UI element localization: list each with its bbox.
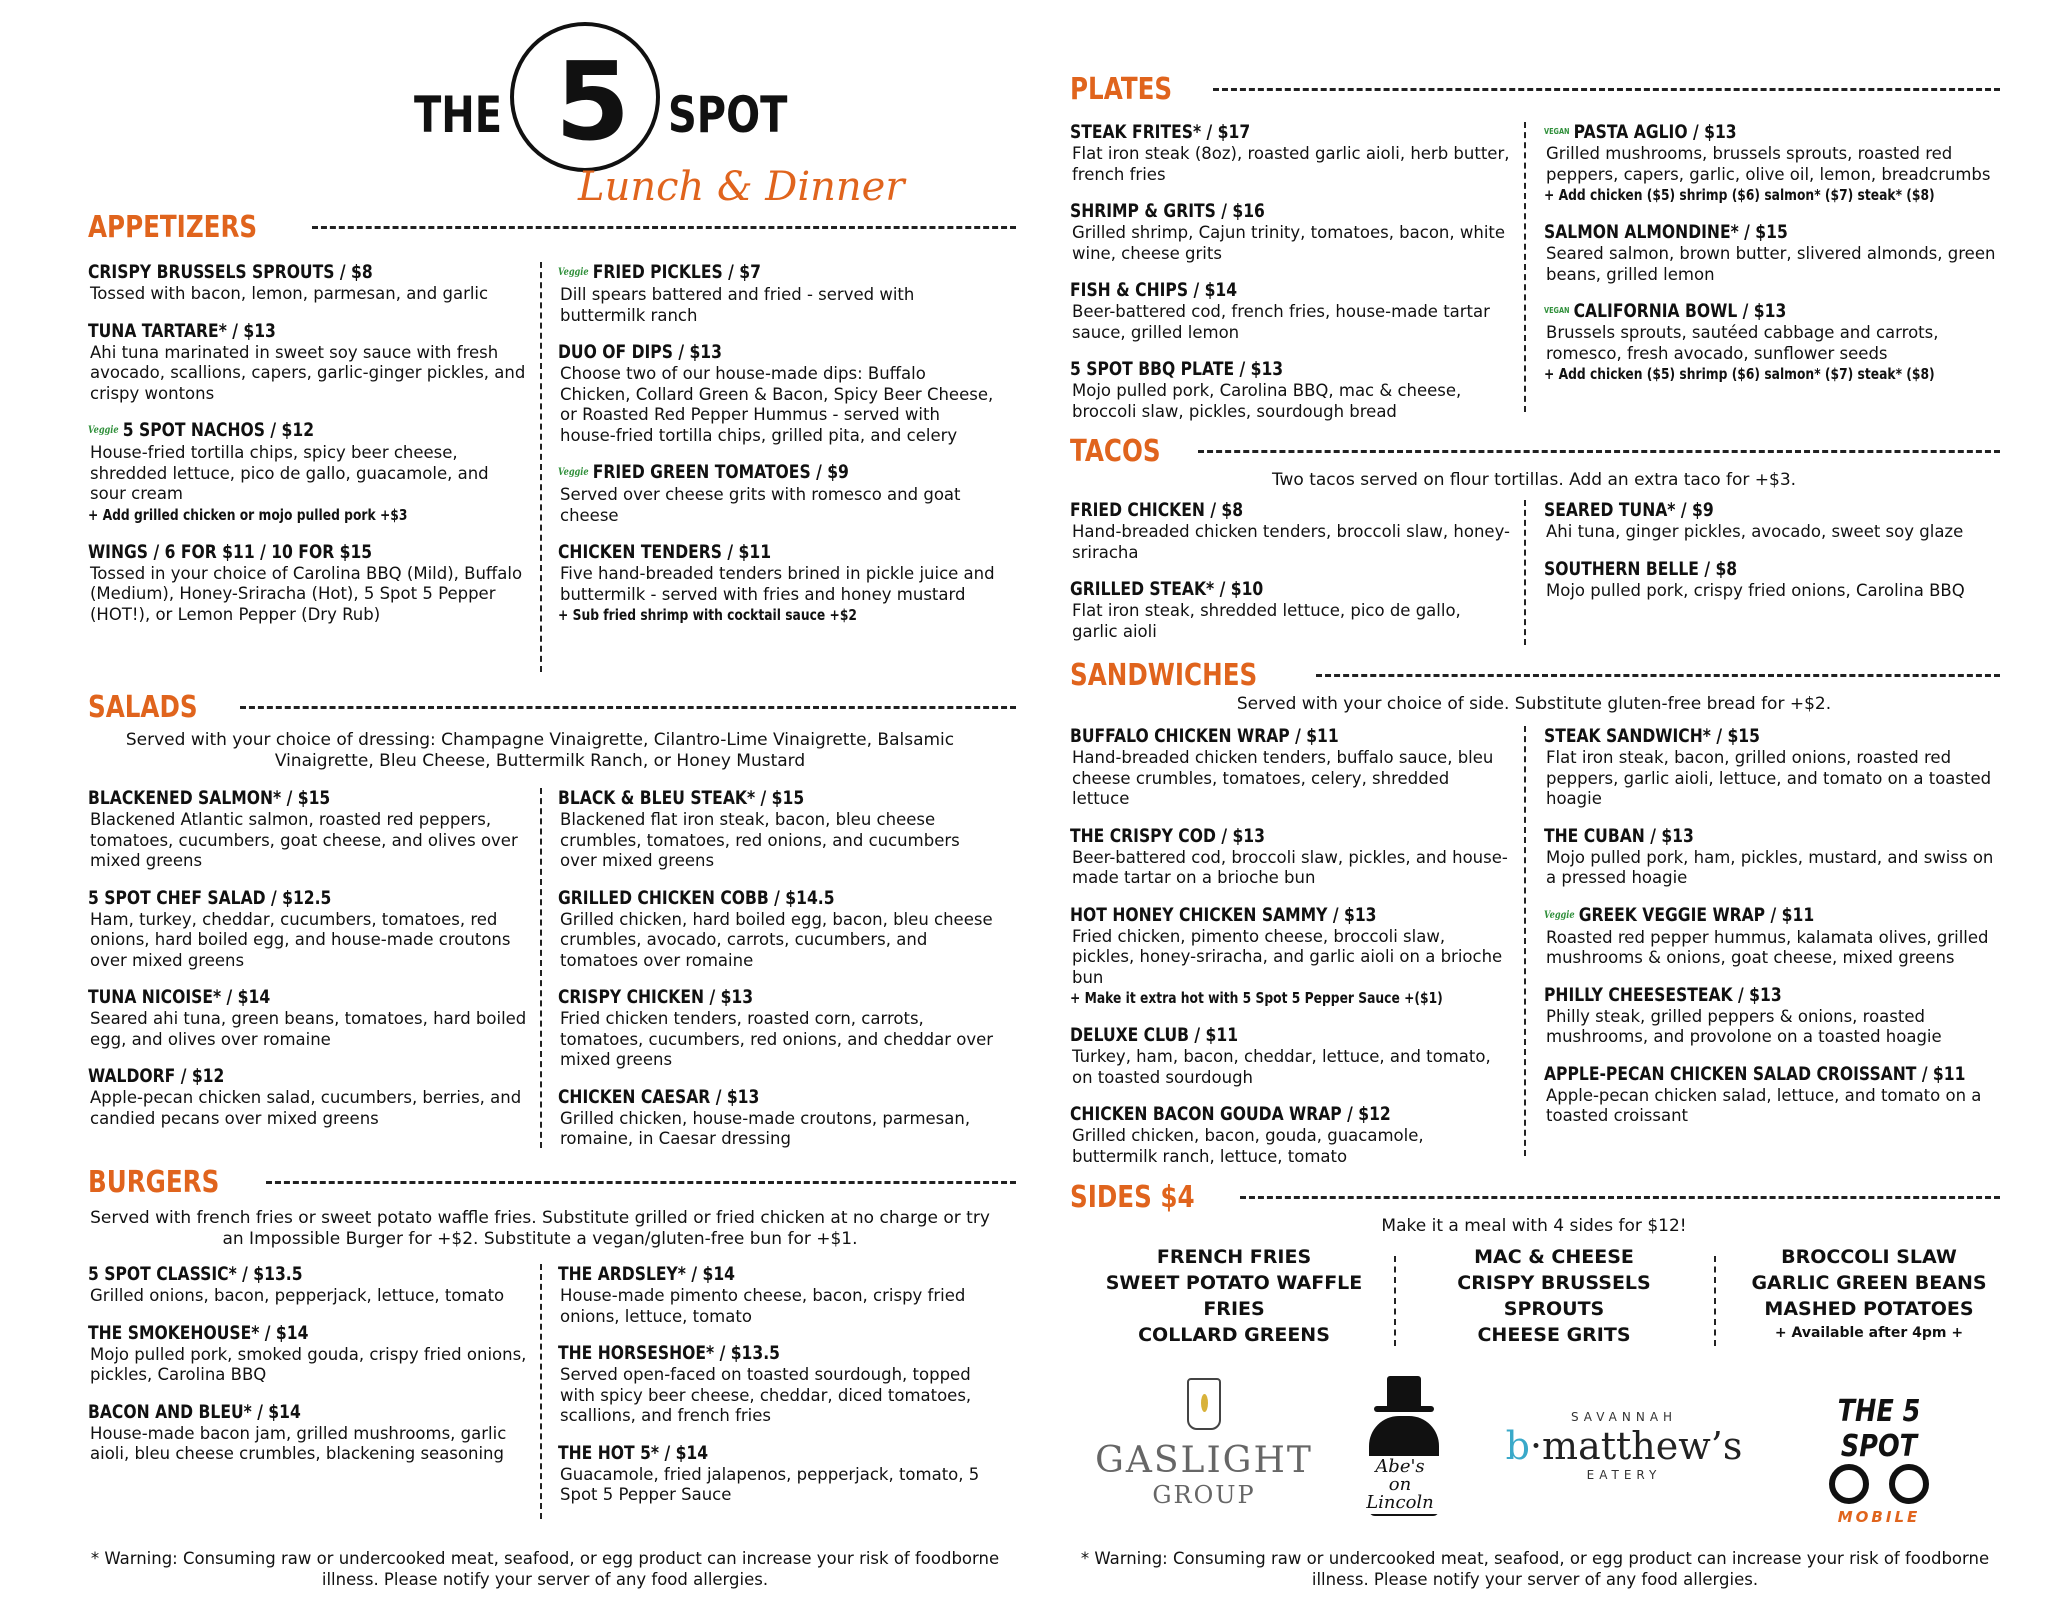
- column-divider: [540, 788, 542, 1148]
- item-addon: + Sub fried shrimp with cocktail sauce +$2: [558, 606, 857, 624]
- item-description: Flat iron steak, bacon, grilled onions, roasted red peppers, garlic aioli, lettuce, and tomato on a toasted hoagie: [1546, 748, 1992, 808]
- divider: [1198, 450, 2000, 453]
- item-description: Fried chicken, pimento cheese, broccoli slaw, pickles, honey-sriracha, and garlic aioli on a brioche bun: [1072, 926, 1503, 987]
- item-addon: + Add chicken ($5) shrimp ($6) salmon* ($7) steak* ($8): [1544, 365, 1935, 383]
- plates-right: [1544, 120, 2004, 399]
- item-name: WALDORF / $12: [88, 1065, 225, 1087]
- tacos-right: [1544, 498, 2004, 615]
- column-divider: [1524, 726, 1526, 1156]
- item-name: STEAK SANDWICH* / $15: [1544, 725, 1760, 747]
- menu-item: [1544, 299, 2004, 385]
- item-name: CHICKEN TENDERS / $11: [558, 541, 772, 563]
- item-name: THE HOT 5* / $14: [558, 1441, 709, 1464]
- item-name: THE SMOKEHOUSE* / $14: [88, 1321, 309, 1344]
- item-description: Grilled shrimp, Cajun trinity, tomatoes, bacon, white wine, cheese grits: [1072, 223, 1506, 263]
- wheel-icon: [1829, 1464, 1869, 1504]
- item-name: SHRIMP & GRITS / $16: [1070, 200, 1265, 222]
- bm-matthews-text: ·matthew’s: [1529, 1424, 1743, 1468]
- salads-note: Served with your choice of dressing: Champagne Vinaigrette, Cilantro-Lime Vinaigrette, Balsamic Vinaigrette, Bleu Cheese, Buttermilk Ranch, or Honey Mustard: [125, 730, 955, 771]
- right-page: [1024, 0, 2048, 1609]
- side-item: MAC & CHEESE: [1474, 1246, 1634, 1268]
- item-description: Ahi tuna, ginger pickles, avocado, sweet soy glaze: [1546, 522, 1964, 541]
- vegan-tag-icon: VEGAN: [1544, 306, 1570, 315]
- burgers-note: Served with french fries or sweet potato waffle fries. Substitute grilled or fried chicken at no charge or try an Impossible Burger for +$2. Substitute a vegan/gluten-free bun for +$1.: [90, 1208, 990, 1249]
- item-name: FISH & CHIPS / $14: [1070, 279, 1238, 301]
- menu-item: [1544, 498, 2004, 543]
- item-name: THE CUBAN / $13: [1544, 824, 1694, 847]
- item-name: PHILLY CHEESESTEAK / $13: [1544, 983, 1782, 1006]
- appetizers-header: [88, 210, 1016, 245]
- menu-item: [1070, 498, 1510, 563]
- veggie-tag-icon: Veggie: [1544, 909, 1575, 921]
- menu-item: [88, 418, 528, 526]
- section-title: APPETIZERS: [88, 210, 258, 245]
- menu-item: [1070, 724, 1510, 810]
- menu-item: [558, 985, 998, 1071]
- side-item: MASHED POTATOES: [1764, 1298, 1974, 1320]
- item-name: STEAK FRITES* / $17: [1070, 121, 1251, 143]
- side-item: COLLARD GREENS: [1138, 1324, 1330, 1346]
- section-title: SALADS: [88, 690, 198, 725]
- item-addon: + Add chicken ($5) shrimp ($6) salmon* ($7) steak* ($8): [1544, 186, 1935, 204]
- item-name: BLACKENED SALMON* / $15: [88, 787, 331, 809]
- divider: [1316, 674, 2000, 677]
- item-description: House-made bacon jam, grilled mushrooms, garlic aioli, bleu cheese crumbles, blackening seasoning: [90, 1423, 507, 1463]
- abes-text: Abe's on Lincoln: [1361, 1456, 1439, 1514]
- item-name: CHICKEN CAESAR / $13: [558, 1085, 760, 1108]
- wheel-icon: [1889, 1464, 1929, 1504]
- appetizers-left: [88, 260, 528, 639]
- menu-item: [88, 260, 528, 305]
- side-item: CRISPY BRUSSELS SPROUTS: [1457, 1272, 1651, 1320]
- sides-col-1: [1084, 1244, 1384, 1348]
- burgers-left: [88, 1262, 528, 1479]
- item-description: Tossed in your choice of Carolina BBQ (Mild), Buffalo (Medium), Honey-Sriracha (Hot), 5 Spot 5 Pepper (HOT!), or Lemon Pepper (Dry Rub): [90, 563, 523, 624]
- item-name: CRISPY BRUSSELS SPROUTS / $8: [88, 261, 373, 283]
- item-name: GRILLED STEAK* / $10: [1070, 578, 1264, 600]
- item-name: TUNA TARTARE* / $13: [88, 319, 276, 342]
- item-name: THE ARDSLEY* / $14: [558, 1263, 736, 1285]
- tacos-note: Two tacos served on flour tortillas. Add an extra taco for +$3.: [1271, 470, 1797, 490]
- item-name: 5 SPOT CHEF SALAD / $12.5: [88, 886, 332, 909]
- item-description: Flat iron steak (8oz), roasted garlic aioli, herb butter, french fries: [1072, 144, 1510, 184]
- logo-five: 5: [555, 40, 631, 165]
- item-description: Mojo pulled pork, crispy fried onions, Carolina BBQ: [1546, 580, 1965, 600]
- sides-col-2: [1404, 1244, 1704, 1348]
- abe-figure-icon: [1366, 1416, 1439, 1516]
- item-description: Grilled onions, bacon, pepperjack, lettuce, tomato: [90, 1286, 505, 1305]
- menu-item: [88, 540, 528, 626]
- menu-item: [1544, 824, 2004, 889]
- menu-item: [88, 886, 528, 972]
- gaslight-text: GASLIGHT: [1095, 1440, 1313, 1481]
- menu-item: [558, 886, 998, 972]
- item-name: Veggie GREEK VEGGIE WRAP / $11: [1544, 903, 1815, 926]
- column-divider: [1524, 122, 1526, 412]
- tacos-header: [1070, 434, 2000, 469]
- menu-item: [1070, 1102, 1510, 1167]
- side-item: BROCCOLI SLAW: [1781, 1246, 1957, 1268]
- salads-right: [558, 786, 998, 1164]
- item-description: Seared salmon, brown butter, slivered almonds, green beans, grilled lemon: [1546, 244, 1996, 284]
- side-item: SWEET POTATO WAFFLE FRIES: [1105, 1272, 1363, 1320]
- item-description: Flat iron steak, shredded lettuce, pico de gallo, garlic aioli: [1072, 601, 1461, 641]
- menu-item: [558, 460, 998, 526]
- sandwiches-right: [1544, 724, 2004, 1141]
- item-description: Seared ahi tuna, green beans, tomatoes, hard boiled egg, and olives over romaine: [90, 1009, 527, 1049]
- menu-item: [88, 1262, 528, 1307]
- plates-header: [1070, 72, 2000, 107]
- column-divider: [540, 1264, 542, 1519]
- item-name: APPLE-PECAN CHICKEN SALAD CROISSANT / $11: [1544, 1062, 1966, 1085]
- item-description: Fried chicken tenders, roasted corn, carrots, tomatoes, cucumbers, red onions, and cheddar over mixed greens: [560, 1009, 994, 1069]
- menu-item: [88, 786, 528, 872]
- item-description: Served over cheese grits with romesco and goat cheese: [560, 485, 961, 525]
- item-name: CRISPY CHICKEN / $13: [558, 986, 754, 1008]
- item-description: Apple-pecan chicken salad, lettuce, and tomato on a toasted croissant: [1546, 1085, 1982, 1125]
- menu-item: [558, 340, 998, 446]
- bm-b-text: b: [1505, 1424, 1530, 1468]
- menu-item: [1070, 199, 1510, 264]
- item-description: House-fried tortilla chips, spicy beer cheese, shredded lettuce, pico de gallo, guacamole, and sour cream: [90, 443, 489, 503]
- menu-item: [558, 1341, 998, 1427]
- item-description: Turkey, ham, bacon, cheddar, lettuce, and tomato, on toasted sourdough: [1072, 1047, 1491, 1087]
- menu-item: [1070, 120, 1510, 185]
- sides-header: [1070, 1180, 2000, 1215]
- column-divider: [1394, 1256, 1396, 1346]
- item-description: Five hand-breaded tenders brined in pickle juice and buttermilk - served with fries and honey mustard: [560, 564, 995, 604]
- menu-item: [88, 319, 528, 405]
- menu-item: [1070, 1023, 1510, 1088]
- section-title: SANDWICHES: [1070, 658, 1258, 693]
- menu-item: [1544, 220, 2004, 285]
- item-name: 5 SPOT BBQ PLATE / $13: [1070, 358, 1284, 380]
- item-name: WINGS / 6 FOR $11 / 10 FOR $15: [88, 540, 373, 563]
- section-title: TACOS: [1070, 434, 1161, 469]
- item-description: Grilled mushrooms, brussels sprouts, roasted red peppers, capers, garlic, olive oil, lemon, breadcrumbs: [1546, 144, 1991, 184]
- logo-subtitle: Lunch & Dinner: [578, 164, 905, 210]
- vegan-tag-icon: VEGAN: [1544, 127, 1570, 136]
- lamp-icon: [1187, 1378, 1221, 1430]
- item-name: Veggie FRIED GREEN TOMATOES / $9: [558, 461, 849, 483]
- veggie-tag-icon: Veggie: [558, 267, 589, 278]
- item-name: DUO OF DIPS / $13: [558, 341, 722, 363]
- gaslight-logo: [1084, 1378, 1324, 1509]
- item-name: Veggie 5 SPOT NACHOS / $12: [88, 419, 315, 441]
- sandwiches-left: [1070, 724, 1510, 1181]
- sides-col-3: [1724, 1244, 2014, 1344]
- section-title: PLATES: [1070, 72, 1173, 107]
- menu-item: [1544, 903, 2004, 969]
- divider: [1240, 1196, 2000, 1199]
- item-description: Mojo pulled pork, ham, pickles, mustard, and swiss on a pressed hoagie: [1546, 847, 1994, 887]
- item-name: CHICKEN BACON GOUDA WRAP / $12: [1070, 1103, 1391, 1125]
- item-name: SEARED TUNA* / $9: [1544, 499, 1714, 521]
- menu-item: [88, 1400, 528, 1465]
- veggie-tag-icon: Veggie: [88, 425, 119, 436]
- gaslight-group-text: GROUP: [1152, 1481, 1256, 1509]
- item-description: Hand-breaded chicken tenders, broccoli slaw, honey-sriracha: [1072, 522, 1510, 562]
- item-name: 5 SPOT CLASSIC* / $13.5: [88, 1263, 303, 1285]
- item-description: Guacamole, fried jalapenos, pepperjack, tomato, 5 Spot 5 Pepper Sauce: [560, 1464, 980, 1504]
- section-title: BURGERS: [88, 1165, 220, 1200]
- bmatthews-logo: [1494, 1410, 1754, 1482]
- item-description: Hand-breaded chicken tenders, buffalo sauce, bleu cheese crumbles, tomatoes, celery, shredded lettuce: [1072, 748, 1494, 808]
- divider: [266, 1181, 1016, 1184]
- item-description: Roasted red pepper hummus, kalamata olives, grilled mushrooms & onions, goat cheese, mixed greens: [1546, 927, 1989, 967]
- sandwiches-note: Served with your choice of side. Substitute gluten-free bread for +$2.: [1236, 694, 1832, 714]
- bm-top-text: SAVANNAH: [1570, 1410, 1678, 1424]
- divider: [240, 706, 1016, 709]
- item-name: THE HORSESHOE* / $13.5: [558, 1342, 781, 1364]
- sandwiches-header: [1070, 658, 2000, 693]
- divider: [312, 226, 1016, 229]
- wheels: [1784, 1464, 1974, 1508]
- item-addon: + Add grilled chicken or mojo pulled pork +$3: [88, 505, 408, 524]
- salads-left: [88, 786, 528, 1143]
- item-description: Tossed with bacon, lemon, parmesan, and garlic: [90, 284, 489, 303]
- item-name: TUNA NICOISE* / $14: [88, 986, 271, 1008]
- item-name: HOT HONEY CHICKEN SAMMY / $13: [1070, 903, 1377, 926]
- item-description: Grilled chicken, hard boiled egg, bacon, bleu cheese crumbles, avocado, carrots, cucumbers, and tomatoes over romaine: [560, 909, 993, 970]
- column-divider: [1714, 1256, 1716, 1346]
- item-description: Grilled chicken, house-made croutons, parmesan, romaine, in Caesar dressing: [560, 1108, 971, 1148]
- item-name: Veggie FRIED PICKLES / $7: [558, 261, 761, 283]
- item-name: THE CRISPY COD / $13: [1070, 824, 1265, 847]
- menu-item: [558, 1262, 998, 1327]
- bm-bottom-text: EATERY: [1586, 1468, 1662, 1482]
- menu-item: [558, 260, 998, 326]
- abes-logo: [1334, 1376, 1474, 1516]
- item-name: GRILLED CHICKEN COBB / $14.5: [558, 886, 835, 909]
- item-description: Blackened Atlantic salmon, roasted red peppers, tomatoes, cucumbers, goat cheese, and olives over mixed greens: [90, 810, 518, 870]
- burgers-header: [88, 1165, 1016, 1200]
- appetizers-right: [558, 260, 998, 640]
- logo-the: THE: [414, 86, 503, 144]
- sides-availability: + Available after 4pm +: [1774, 1325, 1964, 1341]
- mobile-logo: [1784, 1394, 1974, 1526]
- menu-item: [1070, 824, 1510, 889]
- logo-spot: SPOT: [668, 86, 788, 144]
- bm-main-text: [1494, 1424, 1754, 1468]
- divider: [1213, 88, 2000, 91]
- side-item: GARLIC GREEN BEANS: [1751, 1272, 1987, 1294]
- item-description: Served open-faced on toasted sourdough, topped with spicy beer cheese, cheddar, diced tomatoes, scallions, and french fries: [560, 1365, 972, 1425]
- mobile-title-text: THE 5 SPOT: [1837, 1394, 1921, 1464]
- sides-note: Make it a meal with 4 sides for $12!: [1381, 1216, 1687, 1236]
- menu-item: [1070, 357, 1510, 422]
- mobile-sub-text: MOBILE: [1837, 1508, 1921, 1526]
- item-description: Blackened flat iron steak, bacon, bleu cheese crumbles, tomatoes, red onions, and cucumbers over mixed greens: [560, 810, 960, 870]
- menu-item: [558, 540, 998, 626]
- menu-item: [558, 1441, 998, 1506]
- menu-item: [1544, 983, 2004, 1048]
- menu-item: [1544, 120, 2004, 206]
- hat-brim-icon: [1374, 1406, 1434, 1412]
- item-description: Mojo pulled pork, Carolina BBQ, mac & cheese, broccoli slaw, pickles, sourdough bread: [1072, 381, 1462, 421]
- item-name: SALMON ALMONDINE* / $15: [1544, 221, 1788, 243]
- item-description: Ahi tuna marinated in sweet soy sauce with fresh avocado, scallions, capers, garlic-ginger pickles, and crispy wontons: [90, 342, 526, 403]
- item-description: Dill spears battered and fried - served with buttermilk ranch: [560, 285, 915, 325]
- menu-item: [1070, 903, 1510, 1010]
- menu-item: [1544, 1062, 2004, 1127]
- column-divider: [540, 262, 542, 672]
- item-addon: + Make it extra hot with 5 Spot 5 Pepper Sauce +($1): [1070, 989, 1443, 1007]
- menu-item: [558, 786, 998, 872]
- item-name: VEGAN PASTA AGLIO / $13: [1544, 121, 1737, 143]
- menu-item: [558, 1085, 998, 1150]
- salads-header: [88, 690, 1016, 725]
- menu-item: [1070, 577, 1510, 642]
- item-name: BUFFALO CHICKEN WRAP / $11: [1070, 725, 1339, 747]
- logo: [410, 22, 905, 222]
- item-name: FRIED CHICKEN / $8: [1070, 499, 1244, 521]
- item-name: BLACK & BLEU STEAK* / $15: [558, 787, 805, 809]
- tacos-left: [1070, 498, 1510, 656]
- item-name: DELUXE CLUB / $11: [1070, 1024, 1239, 1046]
- item-name: SOUTHERN BELLE / $8: [1544, 557, 1738, 580]
- menu-item: [1070, 278, 1510, 343]
- side-item: FRENCH FRIES: [1156, 1246, 1312, 1268]
- menu-item: [1544, 724, 2004, 810]
- item-description: Choose two of our house-made dips: Buffalo Chicken, Collard Green & Bacon, Spicy Beer Cheese, or Roasted Red Pepper Hummus - served with house-fried tortilla chips, grilled pita, and celery: [560, 364, 994, 445]
- warning-left: * Warning: Consuming raw or undercooked meat, seafood, or egg product can increase your risk of foodborne illness. Please notify your server of any food allergies.: [90, 1549, 1000, 1589]
- menu-item: [1544, 557, 2004, 602]
- menu-item: [88, 1064, 528, 1129]
- column-divider: [1524, 500, 1526, 645]
- item-description: Grilled chicken, bacon, gouda, guacamole, buttermilk ranch, lettuce, tomato: [1072, 1126, 1424, 1166]
- veggie-tag-icon: Veggie: [558, 467, 589, 478]
- item-name: VEGAN CALIFORNIA BOWL / $13: [1544, 300, 1787, 322]
- item-description: Beer-battered cod, broccoli slaw, pickles, and house-made tartar on a brioche bun: [1072, 847, 1508, 887]
- side-item: CHEESE GRITS: [1477, 1324, 1631, 1346]
- item-description: Mojo pulled pork, smoked gouda, crispy fried onions, pickles, Carolina BBQ: [90, 1344, 527, 1384]
- item-description: Brussels sprouts, sautéed cabbage and carrots, romesco, fresh avocado, sunflower seeds: [1546, 323, 1939, 363]
- menu-item: [88, 1321, 528, 1386]
- item-name: BACON AND BLEU* / $14: [88, 1400, 301, 1423]
- menu-item: [88, 985, 528, 1050]
- plates-left: [1070, 120, 1510, 436]
- section-title: SIDES $4: [1070, 1180, 1195, 1215]
- item-description: Beer-battered cod, french fries, house-made tartar sauce, grilled lemon: [1072, 302, 1490, 342]
- item-description: Apple-pecan chicken salad, cucumbers, berries, and candied pecans over mixed greens: [90, 1088, 522, 1128]
- item-description: House-made pimento cheese, bacon, crispy fried onions, lettuce, tomato: [560, 1286, 966, 1326]
- warning-right: * Warning: Consuming raw or undercooked meat, seafood, or egg product can increase your risk of foodborne illness. Please notify your server of any food allergies.: [1080, 1549, 1990, 1589]
- top-hat-icon: [1387, 1376, 1421, 1406]
- burgers-right: [558, 1262, 998, 1520]
- item-description: Philly steak, grilled peppers & onions, roasted mushrooms, and provolone on a toasted hoagie: [1546, 1006, 1942, 1046]
- item-description: Ham, turkey, cheddar, cucumbers, tomatoes, red onions, hard boiled egg, and house-made croutons over mixed greens: [90, 909, 511, 970]
